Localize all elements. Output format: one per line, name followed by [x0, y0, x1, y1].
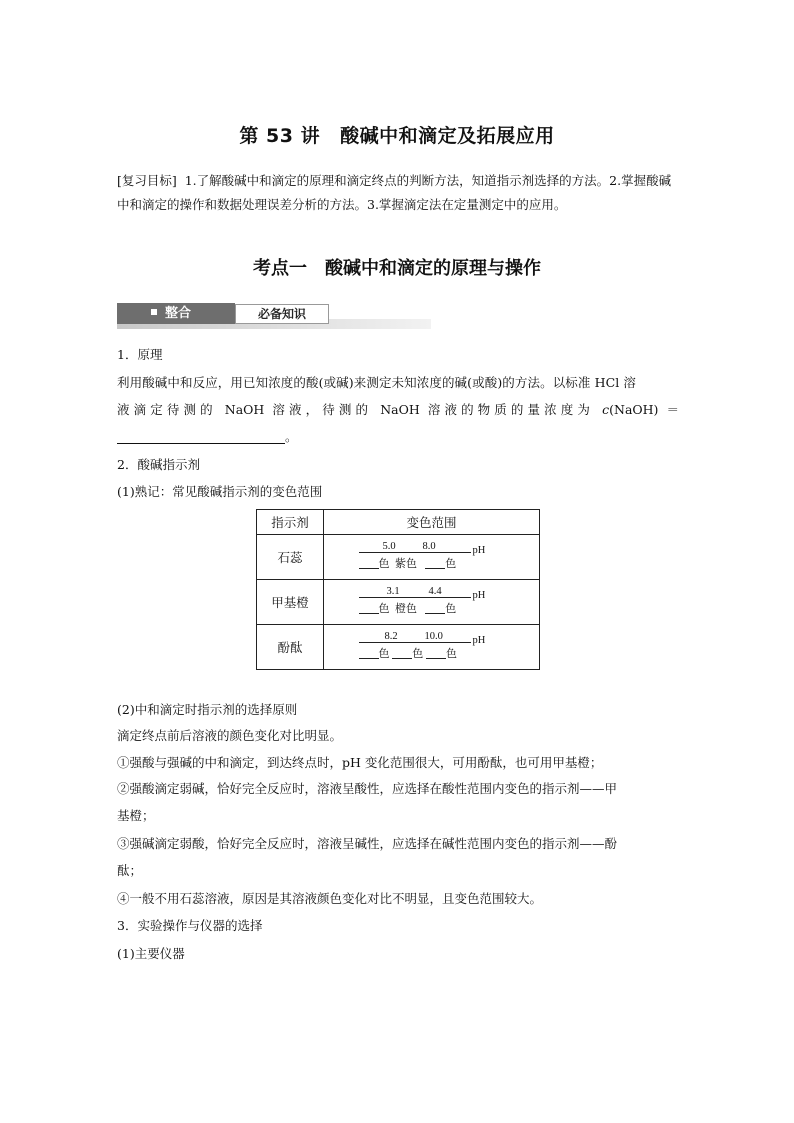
- banner-essential-knowledge: 必备知识: [235, 304, 329, 324]
- knowledge-banner: [117, 303, 431, 327]
- principle-answer-line: 。: [117, 425, 679, 449]
- table-row: [257, 580, 540, 625]
- indicator-scale: 8.2 10.0 pH 色 色 色: [324, 625, 540, 670]
- table-header-indicator: 指示剂: [257, 510, 324, 535]
- indicator-principle-3b: 酞；: [117, 863, 143, 878]
- lecture-number: 第 53 讲: [239, 125, 321, 147]
- table-header-row: [257, 510, 540, 535]
- indicator-name: 甲基橙: [257, 580, 324, 625]
- indicators-sub-2: (2)中和滴定时指示剂的选择原则: [117, 702, 298, 717]
- heading-principle: 1．原理: [117, 347, 163, 362]
- answer-blank: [117, 429, 285, 444]
- operation-sub-1: (1)主要仪器: [117, 946, 185, 961]
- indicator-scale: 3.1 4.4 pH 色 橙色 色: [324, 580, 540, 625]
- principle-line-1: 利用酸碱中和反应，用已知浓度的酸(或碱)来测定未知浓度的碱(或酸)的方法。以标准 HCl 溶: [117, 375, 637, 390]
- review-goals-text: 1.了解酸碱中和滴定的原理和滴定终点的判断方法，知道指示剂选择的方法。2.掌握酸碱中和滴定的操作和数据处理误差分析的方法。3.掌握滴定法在定量测定中的应用。: [117, 173, 672, 212]
- indicator-principle-2b: 基橙；: [117, 808, 155, 823]
- banner-integrate: 整合: [117, 303, 235, 324]
- heading-operation: 3．实验操作与仪器的选择: [117, 918, 263, 933]
- lecture-topic: 酸碱中和滴定及拓展应用: [340, 125, 555, 147]
- square-bullet-icon: [151, 309, 157, 315]
- heading-indicators: 2．酸碱指示剂: [117, 457, 200, 472]
- table-header-range: 变色范围: [324, 510, 540, 535]
- indicator-table: [256, 509, 540, 670]
- section-number: 考点一: [253, 258, 307, 279]
- lecture-title: [0, 121, 794, 148]
- indicator-name: 石蕊: [257, 535, 324, 580]
- indicator-principle-1: ①强酸与强碱的中和滴定，到达终点时，pH 变化范围很大，可用酚酞，也可用甲基橙；: [117, 755, 603, 770]
- principle-line-2: 液滴定待测的 NaOH 溶液，待测的 NaOH 溶液的物质的量浓度为 c(NaOH) ＝: [117, 402, 680, 417]
- indicator-principle-2a: ②强酸滴定弱碱，恰好完全反应时，溶液呈酸性，应选择在酸性范围内变色的指示剂——甲: [117, 781, 618, 796]
- section-heading: [0, 254, 794, 280]
- table-row: [257, 625, 540, 670]
- indicator-principle-3a: ③强碱滴定弱酸，恰好完全反应时，溶液呈碱性，应选择在碱性范围内变色的指示剂——酚: [117, 836, 618, 851]
- indicator-name: 酚酞: [257, 625, 324, 670]
- indicators-sub-1: (1)熟记：常见酸碱指示剂的变色范围: [117, 484, 323, 499]
- indicator-principle-4: ④一般不用石蕊溶液，原因是其溶液颜色变化对比不明显，且变色范围较大。: [117, 891, 543, 906]
- review-goals: [117, 169, 679, 217]
- indicator-scale: 5.0 8.0 pH 色 紫色 色: [324, 535, 540, 580]
- table-row: [257, 535, 540, 580]
- review-goals-label: [复习目标]: [117, 173, 177, 188]
- section-name: 酸碱中和滴定的原理与操作: [325, 258, 541, 279]
- indicator-principle-0: 滴定终点前后溶液的颜色变化对比明显。: [117, 728, 343, 743]
